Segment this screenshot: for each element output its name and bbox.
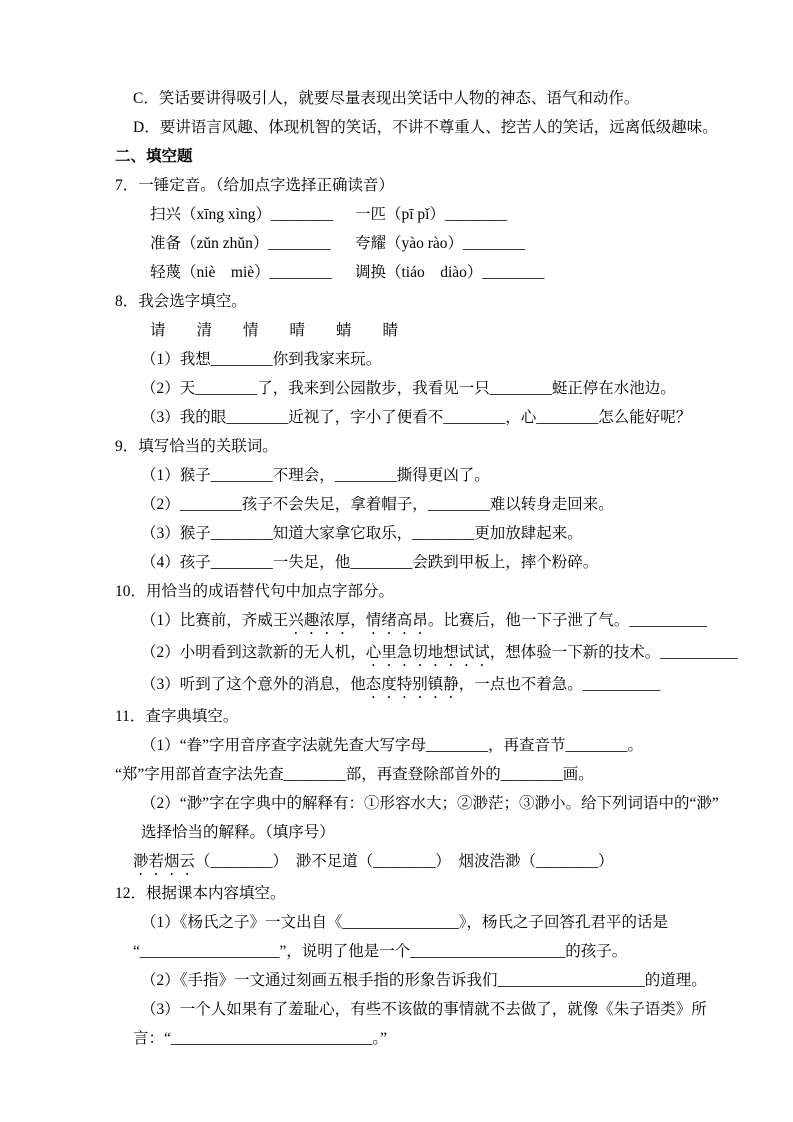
text-line	[141, 345, 715, 374]
text-segment: （2）小明看到这款新的无人机，	[141, 644, 366, 661]
text-line	[150, 258, 715, 287]
text-line	[141, 995, 715, 1024]
text-segment: 扫兴（xīng xìng）________	[150, 206, 333, 223]
text-segment: ，一点也不着急。__________	[458, 676, 661, 693]
text-segment: ，想体验一下新的技术。__________	[489, 644, 738, 661]
text-segment: （3）猴子________知道大家拿它取乐，________更加放肆起来。	[141, 525, 583, 542]
emphasized-text: 情绪高昂	[365, 612, 428, 629]
text-segment: C．笑话要讲得吸引人，就要尽量表现出笑话中人物的神态、语气和动作。	[133, 90, 640, 107]
text-segment: 请 清 情 晴 蜻 睛	[150, 322, 399, 339]
text-line	[141, 670, 715, 702]
text-line	[150, 316, 715, 345]
text-line	[141, 731, 715, 760]
text-line	[150, 229, 715, 258]
emphasized-text: 兴趣浓厚	[288, 612, 351, 629]
text-line	[115, 432, 715, 461]
text-segment: （1）《杨氏之子》一文出自《_______________》，杨氏之子回答孔君平的话是	[141, 914, 669, 931]
text-line	[141, 606, 715, 638]
text-segment: （1）我想________你到我家来玩。	[141, 351, 382, 368]
text-segment: （1）比赛前，齐威王	[141, 612, 289, 629]
emphasized-text: 态度特别镇静	[365, 676, 459, 693]
text-segment: 。比赛后，他一下子泄了气。__________	[427, 612, 707, 629]
text-line	[141, 966, 715, 995]
text-segment: 二、填空题	[115, 148, 193, 165]
text-segment: （2）________孩子不会失足，拿着帽子，________难以转身走回来。	[141, 496, 614, 513]
text-line	[141, 818, 715, 847]
text-segment: （1）猴子________不理会，________撕得更凶了。	[141, 467, 490, 484]
text-segment: （1）“眷”字用音序查字法就先查大写字母________，再查音节________。	[141, 737, 644, 754]
text-segment: 12．根据课本内容填空。	[115, 885, 286, 902]
text-segment: 调换（tiáo diào）________	[355, 264, 545, 281]
text-segment: （2）“渺”字在字典中的解释有：①形容水大；②渺茫；③渺小。给下列词语中的“渺”	[141, 795, 719, 812]
text-line	[141, 490, 715, 519]
text-line	[141, 548, 715, 577]
text-line	[115, 879, 715, 908]
text-segment: （________） 渺不足道（________） 烟波浩渺（________）	[195, 853, 614, 870]
text-segment: 一匹（pī pǐ）________	[355, 206, 507, 223]
text-line	[133, 113, 718, 142]
text-segment: 10．用恰当的成语替代句中加点字部分。	[115, 583, 395, 600]
text-line	[115, 287, 715, 316]
text-segment: 8．我会选字填空。	[115, 293, 247, 310]
text-segment: 11．查字典填空。	[115, 708, 239, 725]
text-line	[141, 403, 715, 432]
text-segment: “郑”字用部首查字法先查________部，再查登除部首外的________画。	[115, 766, 594, 783]
text-line	[133, 84, 715, 113]
text-line	[115, 760, 715, 789]
text-segment: （3）一个人如果有了羞耻心，有些不该做的事情就不去做了，就像《朱子语类》所	[141, 1001, 707, 1018]
text-segment: 言：“__________________________。”	[133, 1030, 388, 1047]
text-segment: （2）天________了，我来到公园散步，我看见一只________蜓正停在水池边。	[141, 380, 676, 397]
emphasized-text: 心里急切地想试试	[365, 644, 490, 661]
text-line	[115, 171, 715, 200]
section-heading	[115, 142, 715, 171]
text-segment: D．要讲语言风趣、体现机智的笑话，不讲不尊重人、挖苦人的笑话，远离低级趣味。	[133, 119, 718, 136]
text-line	[115, 702, 715, 731]
text-line	[141, 519, 715, 548]
text-line	[133, 847, 715, 879]
emphasized-text: 渺若烟云	[133, 853, 196, 870]
text-segment: 9．填写恰当的关联词。	[115, 438, 278, 455]
text-segment: 准备（zǔn zhǔn）________	[150, 235, 331, 252]
text-segment: “__________________”，说明了他是一个____________________的孩子。	[133, 943, 628, 960]
text-line	[141, 908, 715, 937]
text-line	[141, 789, 719, 818]
text-line	[141, 638, 738, 670]
text-segment: ，	[350, 612, 366, 629]
text-segment: （4）孩子________一失足，他________会跌到甲板上，摔个粉碎。	[141, 554, 599, 571]
text-segment: 7．一锤定音。（给加点字选择正确读音）	[115, 177, 395, 194]
text-segment: （2）《手指》一文通过刻画五根手指的形象告诉我们___________________的道理。	[141, 972, 707, 989]
document-body	[115, 84, 738, 1053]
text-line	[133, 937, 715, 966]
text-line	[141, 461, 715, 490]
text-segment: 夸耀（yào rào）________	[355, 235, 526, 252]
text-line	[115, 577, 715, 606]
text-line	[133, 1024, 715, 1053]
text-line	[141, 374, 715, 403]
text-segment: （3）我的眼________近视了，字小了便看不________，心________怎么能好呢？	[141, 409, 692, 426]
text-segment: 轻蔑（niè miè）________	[150, 264, 332, 281]
text-segment: （3）听到了这个意外的消息，他	[141, 676, 366, 693]
text-segment: 选择恰当的解释。（填序号）	[141, 824, 335, 841]
text-line	[150, 200, 715, 229]
